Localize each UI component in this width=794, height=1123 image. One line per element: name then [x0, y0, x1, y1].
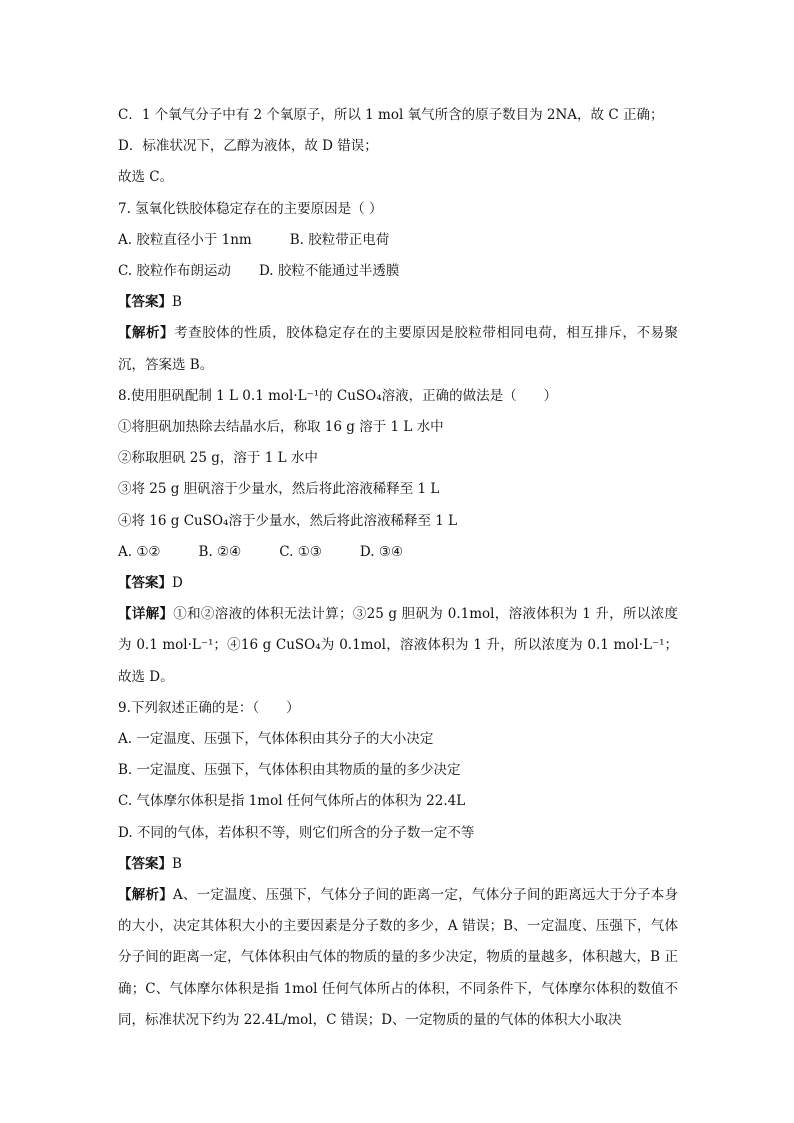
q8-statement-4: ④将 16 g CuSO₄溶于少量水，然后将此溶液稀释至 1 L	[118, 512, 458, 529]
q8-option-c: C. ①③	[279, 543, 322, 560]
q7-option-a: A. 胶粒直径小于 1nm	[118, 231, 252, 248]
q9-option-b: B. 一定温度、压强下，气体体积由其物质的量的多少决定	[118, 762, 461, 779]
question-7-analysis	[118, 318, 678, 380]
q9-option-c: C. 气体摩尔体积是指 1mol 任何气体所占的体积为 22.4L	[118, 793, 466, 810]
question-7: 7. 氢氧化铁胶体稳定存在的主要原因是（ ）	[118, 200, 383, 217]
q7-option-c: C. 胶粒作布朗运动	[118, 263, 231, 280]
question-7-options-ab	[118, 225, 678, 256]
q7-option-d: D. 胶粒不能通过半透膜	[258, 263, 400, 280]
question-8-answer	[118, 568, 678, 599]
question-9: 9.下列叙述正确的是：（ ）	[118, 699, 300, 716]
option-c-explanation: C．1 个氧气分子中有 2 个氧原子，所以 1 mol 氧气所含的原子数目为 2NA，故 C 正确；	[118, 107, 664, 123]
q8-statement-2: ②称取胆矾 25 g，溶于 1 L 水中	[118, 450, 318, 467]
question-9-answer	[118, 849, 678, 880]
question-7-answer	[118, 287, 678, 318]
question-7-options-cd	[118, 256, 678, 287]
q8-statement-1: ①将胆矾加热除去结晶水后，称取 16 g 溶于 1 L 水中	[118, 419, 444, 436]
q8-option-b: B. ②④	[198, 543, 242, 560]
document-page	[118, 100, 678, 1036]
q8-option-a: A. ①②	[118, 543, 161, 560]
detail-tag: 【详解】	[118, 606, 174, 623]
answer-tag: 【答案】	[118, 294, 172, 311]
option-d-explanation: D．标准状况下，乙醇为液体，故 D 错误；	[118, 138, 378, 155]
q9-option-a: A. 一定温度、压强下，气体体积由其分子的大小决定	[118, 731, 434, 748]
conclusion-text: 故选 C。	[118, 169, 174, 186]
q7-option-b: B. 胶粒带正电荷	[289, 231, 390, 248]
question-9-analysis	[118, 880, 678, 1036]
question-8-options	[118, 537, 678, 568]
analysis-tag: 【解析】	[118, 325, 175, 342]
detail-text: ①和②溶液的体积无法计算；③25 g 胆矾为 0.1mol，溶液体积为 1 升，所以浓度为 0.1 mol·L⁻¹；④16 g CuSO₄为 0.1mol，溶液体积为 1 升，所以浓度为 0.1 mol·L⁻¹；故选 D。	[118, 606, 678, 685]
q8-statement-3: ③将 25 g 胆矾溶于少量水，然后将此溶液稀释至 1 L	[118, 481, 440, 498]
answer-tag: 【答案】	[118, 855, 172, 872]
answer-value: B	[172, 294, 182, 311]
answer-tag: 【答案】	[118, 575, 172, 592]
question-8: 8.使用胆矾配制 1 L 0.1 mol·L⁻¹的 CuSO₄溶液，正确的做法是（ ）	[118, 387, 558, 404]
answer-value: B	[172, 855, 182, 872]
q8-option-d: D. ③④	[359, 543, 404, 560]
analysis-text: A、一定温度、压强下，气体分子间的距离一定，气体分子间的距离远大于分子本身的大小，决定其体积大小的主要因素是分子数的多少，A 错误；B、一定温度、压强下，气体分子间的距离一定，气体体积由气体的物质的量的多少决定，物质的量越多，体积越大，B 正确；C、气体摩尔体积是指 1mol 任何气体所占的体积，不同条件下，气体摩尔体积的数值不同，标准状况下约为 22.4L/mol，C 错误；D、一定物质的量的气体的体积大小取决	[118, 887, 679, 1028]
analysis-text: 考查胶体的性质，胶体稳定存在的主要原因是胶粒带相同电荷，相互排斥，不易聚沉，答案选 B。	[118, 325, 679, 373]
question-8-detail	[118, 599, 678, 693]
analysis-tag: 【解析】	[118, 887, 174, 904]
answer-value: D	[172, 575, 183, 592]
q9-option-d: D. 不同的气体，若体积不等，则它们所含的分子数一定不等	[118, 824, 475, 841]
